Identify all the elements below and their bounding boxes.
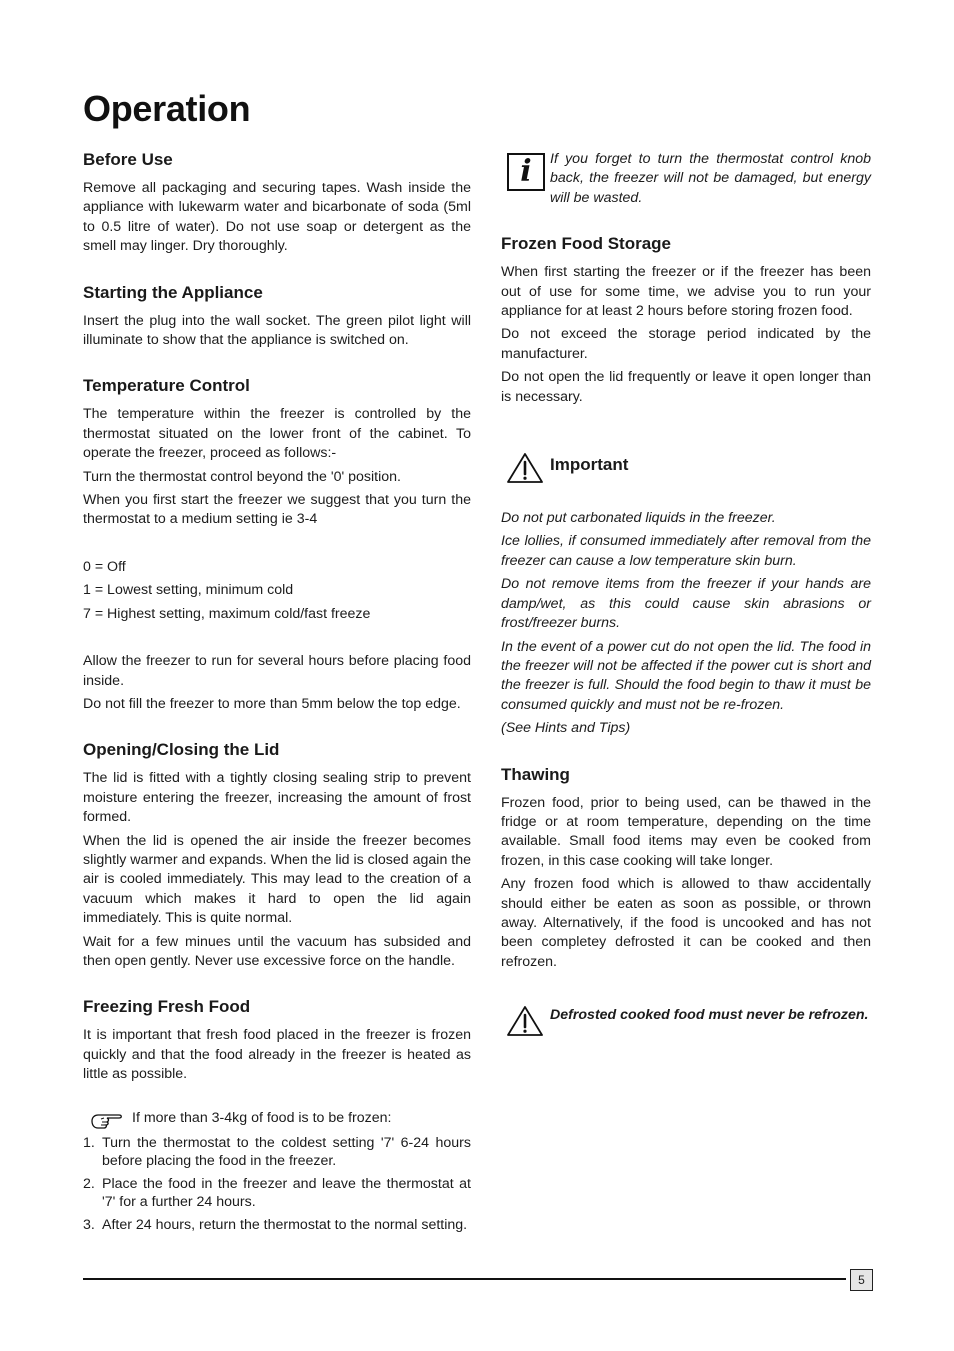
section-freezing-fresh-food: [83, 997, 471, 1234]
heading-freezing-fresh-food: Freezing Fresh Food: [83, 997, 251, 1017]
temperature-p1: The temperature within the freezer is controlled by the thermostat situated on the lower front of the cabinet. To operate the freezer, proceed as follows:-: [83, 406, 471, 462]
temperature-p2: Turn the thermostat control beyond the '0' position.: [83, 468, 401, 485]
section-before-use: [83, 150, 471, 257]
left-column: [83, 150, 471, 1238]
list-item: 3. After 24 hours, return the thermostat to the normal setting.: [83, 1216, 468, 1233]
freezing-steps: [83, 1134, 471, 1234]
starting-appliance-text: Insert the plug into the wall socket. The green pilot light will illuminate to show that the appliance is switched on.: [83, 312, 471, 349]
section-frozen-food-storage: [501, 234, 871, 407]
temperature-p3: When you first start the freezer we suggest that you turn the thermostat to a medium setting ie 3-4: [83, 492, 471, 528]
page-title: Operation: [83, 88, 251, 129]
list-item: 2. Place the food in the freezer and leave the thermostat at '7' for a further 24 hours.: [83, 1175, 471, 1211]
lid-p1: The lid is fitted with a tightly closing sealing strip to prevent moisture entering the freezer, increasing the amount of frost formed.: [83, 770, 471, 826]
heading-important: Important: [550, 455, 629, 475]
section-temperature-control: [83, 376, 471, 714]
important-heading-row: [501, 453, 871, 483]
thawing-warning: [501, 1006, 871, 1036]
storage-p3: Do not open the lid frequently or leave it open longer than is necessary.: [501, 369, 871, 405]
heading-thawing: Thawing: [501, 764, 570, 784]
lid-p2: When the lid is opened the air inside the freezer becomes slightly warmer and expands. When the lid is closed again the air is cooled immediately. This may lead to the creation of a vacuum which makes it hard to open the lid again immediately. This is quite normal.: [83, 832, 472, 927]
important-p4: In the event of a power cut do not open the lid. The food in the freezer will not be affected if the power cut is short and the freezer is full. Should the food begin to thaw it must be consumed quickly and must not be re-frozen.: [501, 638, 871, 713]
heading-temperature-control: Temperature Control: [83, 376, 250, 396]
setting-0: 0 = Off: [83, 558, 126, 575]
footer-rule: [83, 1278, 846, 1280]
important-p5: (See Hints and Tips): [501, 720, 631, 737]
tip-text: If more than 3-4kg of food is to be frozen:: [132, 1109, 392, 1126]
tip-row: [83, 1109, 471, 1128]
section-thawing: [501, 765, 871, 1037]
temperature-p5: Do not fill the freezer to more than 5mm below the top edge.: [83, 695, 461, 712]
lid-p3: Wait for a few minues until the vacuum has subsided and then open gently. Never use excessive force on the handle.: [83, 933, 471, 969]
info-icon: i: [507, 153, 545, 191]
section-important: [501, 453, 871, 738]
heading-opening-closing-lid: Opening/Closing the Lid: [83, 740, 280, 760]
warning-triangle-icon: [505, 451, 545, 485]
list-item: 1. Turn the thermostat to the coldest setting '7' 6-24 hours before placing the food in the freezer.: [83, 1135, 471, 1170]
right-column: [501, 150, 871, 1036]
warning-triangle-icon: [505, 1004, 545, 1038]
thawing-p1: Frozen food, prior to being used, can be thawed in the fridge or at room temperature, depending on the time available. Small food items may even be cooked from frozen, in this case cooking will take longer.: [501, 794, 871, 869]
setting-7: 7 = Highest setting, maximum cold/fast freeze: [83, 605, 371, 622]
setting-1: 1 = Lowest setting, minimum cold: [83, 582, 294, 599]
before-use-text: Remove all packaging and securing tapes. Wash inside the appliance with lukewarm water and bicarbonate of soda (5ml to 0.5 litre of water). Do not use soap or detergent as the smell may linger. Dry thoroughly.: [83, 180, 471, 255]
section-starting-appliance: [83, 283, 471, 351]
freezing-p1: It is important that fresh food placed in the freezer is frozen quickly and that the food already in the freezer is heated as little as possible.: [83, 1027, 471, 1083]
important-p2: Ice lollies, if consumed immediately after removal from the freezer can cause a low temperature skin burn.: [501, 533, 871, 569]
pointing-hand-icon: [89, 1109, 127, 1131]
page-number: 5: [850, 1269, 873, 1291]
info-note-text: If you forget to turn the thermostat control knob back, the freezer will not be damaged, but energy will be wasted.: [550, 151, 871, 206]
thawing-warning-text: Defrosted cooked food must never be refrozen.: [550, 1007, 869, 1024]
important-p3: Do not remove items from the freezer if your hands are damp/wet, as this could cause skin abrasions or frost/freezer burns.: [501, 576, 871, 632]
storage-p1: When first starting the freezer or if the freezer has been out of use for some time, we advise you to run your appliance for at least 2 hours before storing frozen food.: [501, 264, 871, 320]
temperature-p4: Allow the freezer to run for several hours before placing food inside.: [83, 653, 471, 689]
important-p1: Do not put carbonated liquids in the freezer.: [501, 510, 776, 527]
heading-starting-appliance: Starting the Appliance: [83, 282, 263, 302]
thawing-p2: Any frozen food which is allowed to thaw accidentally should either be eaten as soon as possible, or thrown away. Alternatively, if the food is uncooked and has not been completey defrosted it can be cooked and then refrozen.: [501, 876, 871, 970]
heading-frozen-food-storage: Frozen Food Storage: [501, 234, 671, 254]
heading-before-use: Before Use: [83, 150, 173, 169]
section-opening-closing-lid: [83, 740, 471, 971]
storage-p2: Do not exceed the storage period indicated by the manufacturer.: [501, 326, 871, 362]
info-note: [501, 150, 871, 208]
